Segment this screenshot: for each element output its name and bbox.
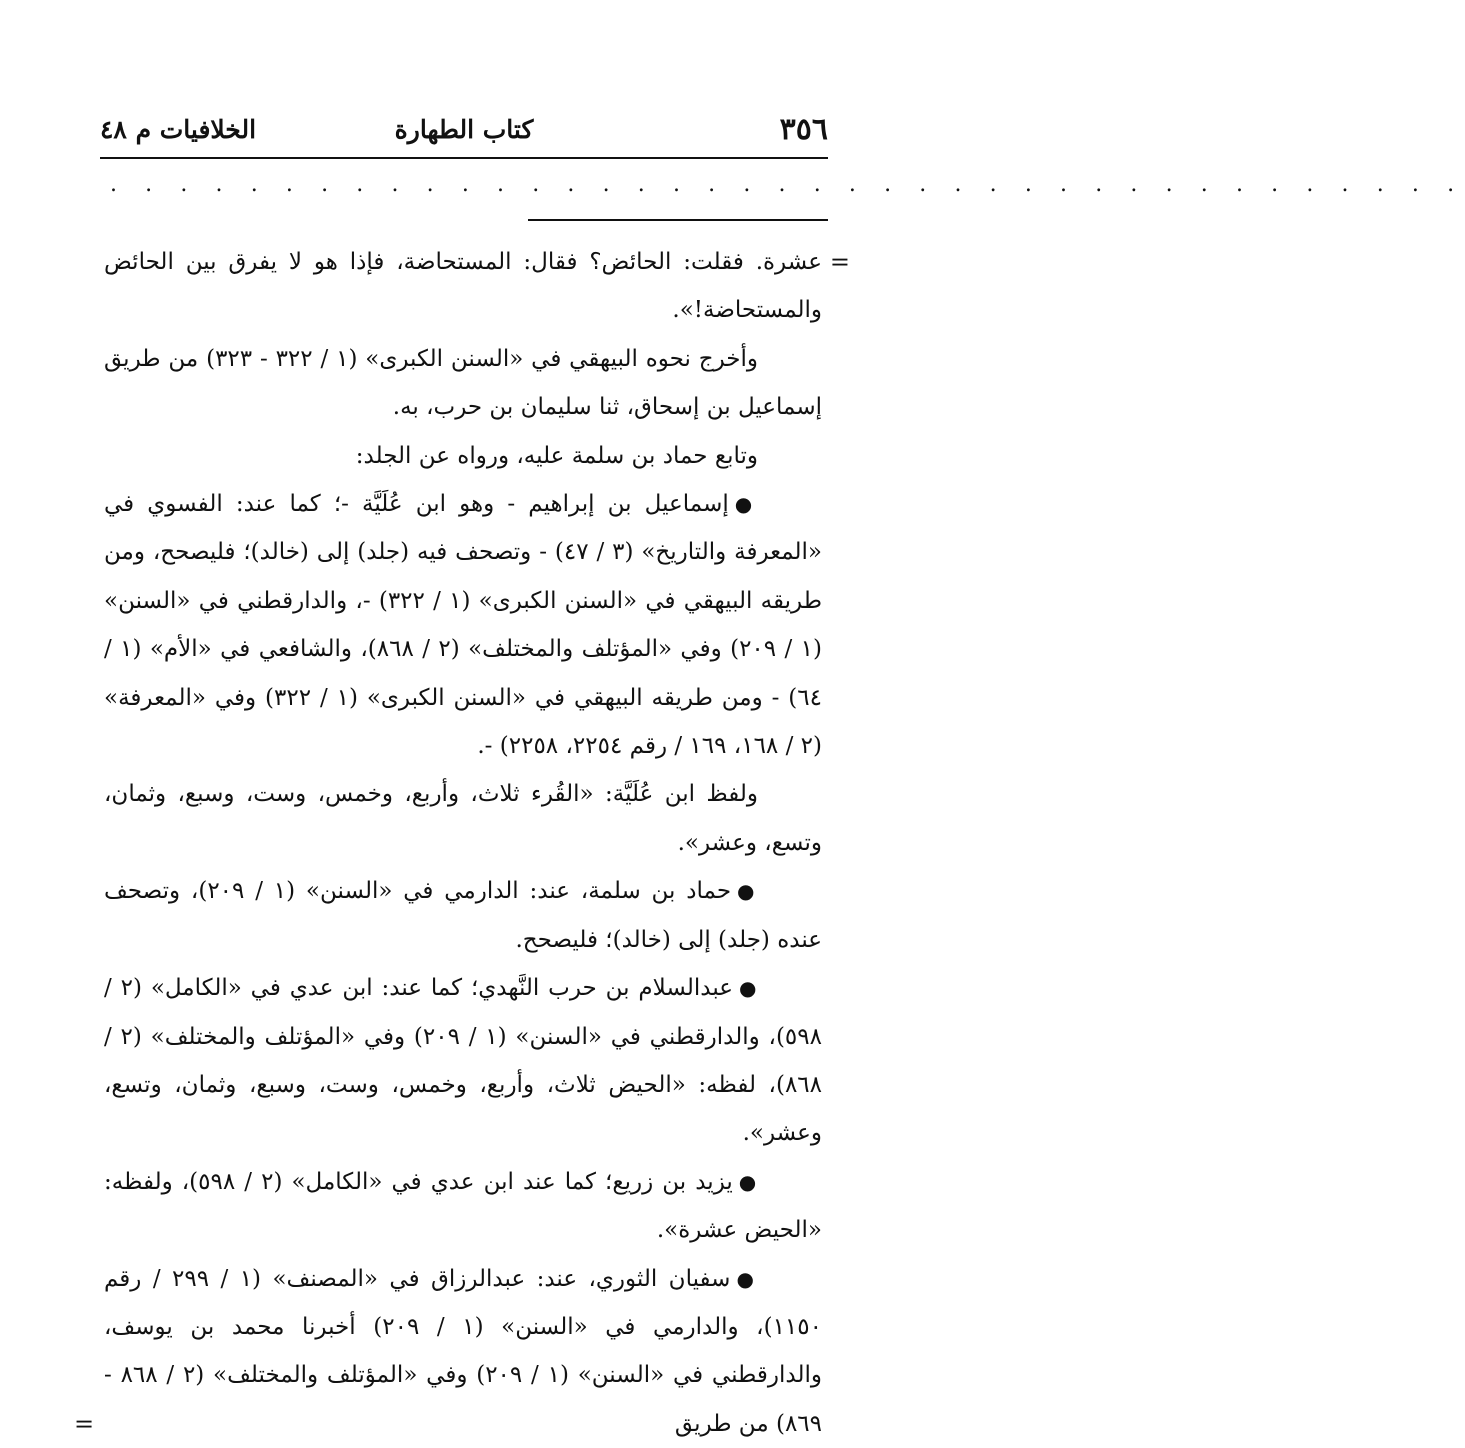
bullet-icon: [733, 975, 758, 1001]
footnote-paragraph-7: [104, 964, 822, 1158]
continuation-mark-end: =: [74, 1409, 95, 1438]
footnote-paragraph-1: [104, 238, 850, 335]
paragraph-text: يزيد بن زريع؛ كما عند ابن عدي في «الكامل» (٢ / ٥٩٨)، ولفظه: «الحيض عشرة».: [104, 1168, 822, 1244]
footnote-paragraph-6: [104, 867, 822, 964]
paragraph-text: عشرة. فقلت: الحائض؟ فقال: المستحاضة، فإذا هو لا يفرق بين الحائض والمستحاضة!».: [104, 249, 822, 324]
page-header: [100, 112, 828, 152]
book-title: كتاب الطهارة: [394, 115, 534, 144]
dotted-separator: . . . . . . . . . . . . . . . . . . . . . . . . . . . . . . . . . . . . . . .: [110, 172, 1465, 197]
footnote-rule: [528, 219, 828, 221]
footnote-paragraph-2: وأخرج نحوه البيهقي في «السنن الكبرى» (١ / ٣٢٢ - ٣٢٣) من طريق إسماعيل بن إسحاق، ثنا سليمان بن حرب، به.: [104, 345, 822, 421]
footnote-paragraph-8: [104, 1158, 822, 1255]
section-ref: الخلافيات م ٤٨: [100, 115, 257, 144]
paragraph-text: عبدالسلام بن حرب النَّهدي؛ كما عند: ابن عدي في «الكامل» (٢ / ٥٩٨)، والدارقطني في «السنن» (١ / ٢٠٩) وفي «المؤتلف والمختلف» (٢ / ٨٦٨)، لفظه: «الحيض ثلاث، وأربع، وخمس، وست، وسبع، وثمان، وتسع، وعشر».: [104, 975, 822, 1147]
footnote-paragraph-5: ولفظ ابن عُلَيَّة: «القُرء ثلاث، وأربع، وخمس، وست، وسبع، وثمان، وتسع، وعشر».: [104, 781, 822, 856]
continuation-mark-start: =: [829, 248, 850, 276]
bullet-icon: [729, 491, 758, 517]
footnote-text: [74, 238, 850, 1448]
header-rule: [100, 157, 828, 159]
page-number: ٣٥٦: [779, 112, 828, 147]
bullet-icon: [731, 878, 758, 904]
paragraph-text: إسماعيل بن إبراهيم - وهو ابن عُلَيَّة -؛ كما عند: الفسوي في «المعرفة والتاريخ» (٣ / ٤٧) - وتصحف فيه (جلد) إلى (خالد)؛ فليصحح، ومن طريقه البيهقي في «السنن الكبرى» (١ / ٣٢٢) -، والدارقطني في «السنن» (١ / ٢٠٩) وفي «المؤتلف والمختلف» (٢ / ٨٦٨)، والشافعي في «الأم» (١ / ٦٤) - ومن طريقه البيهقي في «السنن الكبرى» (١ / ٣٢٢) وفي «المعرفة» (٢ / ١٦٨، ١٦٩ / رقم ٢٢٥٤، ٢٢٥٨) -.: [104, 491, 823, 760]
footnote-paragraph-3: وتابع حماد بن سلمة عليه، ورواه عن الجلد:: [355, 442, 758, 469]
paragraph-text: سفيان الثوري، عند: عبدالرزاق في «المصنف» (١ / ٢٩٩ / رقم ١١٥٠)، والدارمي في «السنن» (١ / ٢٠٩) أخبرنا محمد بن يوسف، والدارقطني في «السنن» (١ / ٢٠٩) وفي «المؤتلف والمختلف» (٢ / ٨٦٨ - ٨٦٩) من طريق: [104, 1265, 822, 1437]
footnote-paragraph-9: [74, 1255, 822, 1448]
footnote-paragraph-4: [104, 480, 822, 770]
paragraph-text: حماد بن سلمة، عند: الدارمي في «السنن» (١ / ٢٠٩)، وتصحف عنده (جلد) إلى (خالد)؛ فليصحح.: [104, 878, 822, 953]
bullet-icon: [730, 1266, 758, 1292]
bullet-icon: [733, 1169, 758, 1195]
